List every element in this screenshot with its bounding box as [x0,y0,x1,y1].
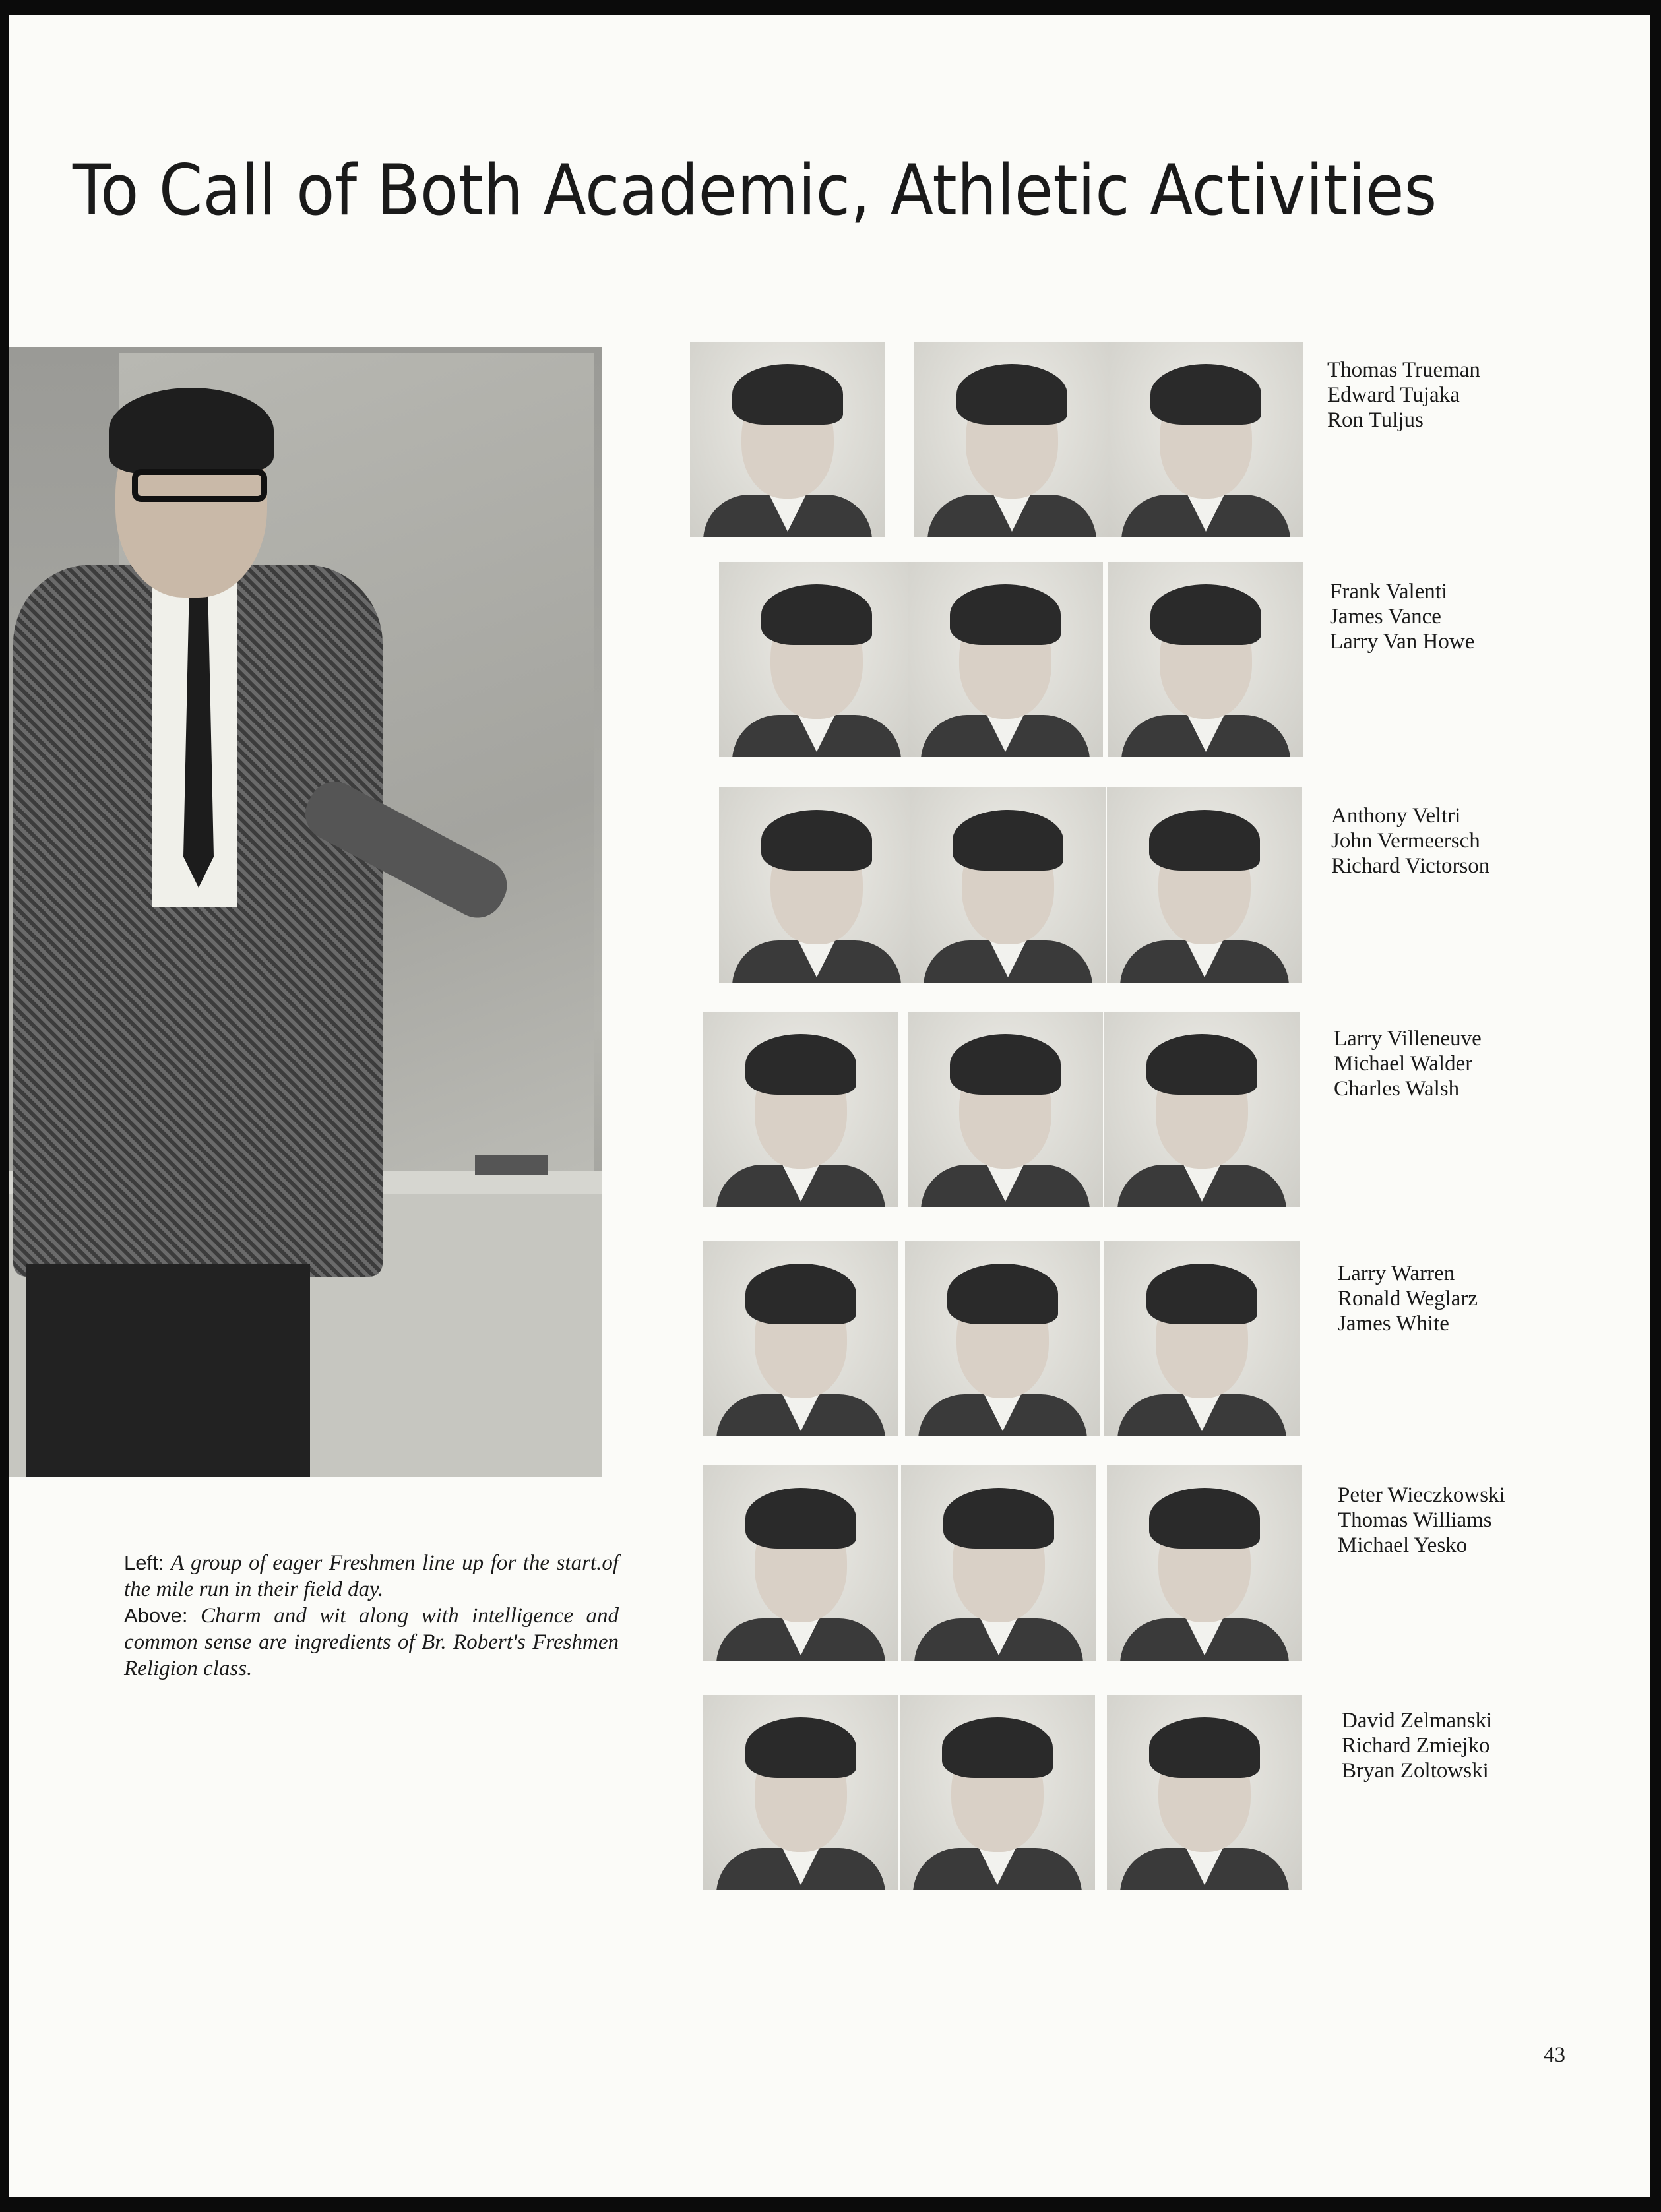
student-portrait [900,1695,1095,1890]
student-name: James Vance [1330,605,1441,629]
teacher-hair [109,388,274,474]
student-name: Michael Walder [1334,1052,1473,1076]
portrait-hair [942,1717,1053,1778]
portrait-hair [953,810,1063,871]
student-name: David Zelmanski [1342,1709,1493,1733]
student-names [1327,357,1538,433]
student-names [1342,1708,1553,1783]
student-portrait [910,787,1106,983]
student-names [1334,1026,1545,1101]
student-portrait [703,1241,898,1436]
portrait-hair [1146,1034,1257,1095]
student-name: James White [1338,1312,1449,1336]
portrait-hair [1149,810,1260,871]
student-names [1330,579,1541,654]
page-number: 43 [1544,2043,1565,2067]
caption-left-text: A group of eager Freshmen line up for the start.of the mile run in their field day. [124,1551,619,1601]
student-names [1331,803,1542,878]
student-names [1338,1261,1549,1336]
student-name: Ronald Weglarz [1338,1287,1478,1310]
caption-above-label: Above: [124,1604,188,1627]
student-name: Anthony Veltri [1331,804,1461,828]
eraser [475,1155,548,1175]
student-name: John Vermeersch [1331,829,1480,853]
teacher-classroom-photo [9,347,602,1477]
caption-above-text: Charm and wit along with intelligence and common sense are ingredients of Br. Robert's Freshmen Religion class. [124,1604,619,1680]
student-name: Charles Walsh [1334,1077,1460,1101]
portrait-hair [947,1264,1058,1324]
student-name: Richard Victorson [1331,854,1490,878]
portrait-hair [761,584,872,645]
student-name: Thomas Williams [1338,1508,1492,1532]
student-name: Michael Yesko [1338,1533,1468,1557]
page-headline: To Call of Both Academic, Athletic Activities [73,150,1437,231]
portrait-hair [1150,584,1261,645]
student-name: Peter Wieczkowski [1338,1483,1505,1507]
student-portrait [1107,787,1302,983]
portrait-hair [745,1034,856,1095]
student-name: Edward Tujaka [1327,383,1460,407]
student-name: Larry Van Howe [1330,630,1475,654]
student-name: Bryan Zoltowski [1342,1759,1489,1783]
student-portrait [690,342,885,537]
student-name: Thomas Trueman [1327,358,1480,382]
student-name: Richard Zmiejko [1342,1734,1490,1758]
portrait-hair [950,1034,1061,1095]
student-portrait [1108,562,1303,757]
portrait-hair [1146,1264,1257,1324]
student-portrait [719,562,914,757]
student-portrait [703,1465,898,1661]
student-portrait [1107,1695,1302,1890]
portrait-hair [1149,1717,1260,1778]
portrait-hair [745,1488,856,1549]
student-portrait [905,1241,1100,1436]
portrait-hair [956,364,1067,425]
student-portrait [1107,1465,1302,1661]
student-portrait [914,342,1110,537]
student-name: Larry Villeneuve [1334,1027,1482,1051]
student-portrait [1104,1241,1300,1436]
student-portrait [703,1695,898,1890]
student-portrait [901,1465,1096,1661]
photo-caption [124,1550,619,1682]
portrait-hair [745,1717,856,1778]
portrait-hair [761,810,872,871]
portrait-hair [732,364,843,425]
portrait-hair [943,1488,1054,1549]
teacher-glasses [132,469,267,502]
student-portrait [1108,342,1303,537]
caption-left-label: Left: [124,1551,164,1574]
yearbook-page [9,15,1650,2197]
portrait-hair [1150,364,1261,425]
student-name: Ron Tuljus [1327,408,1424,432]
portrait-hair [950,584,1061,645]
portrait-hair [1149,1488,1260,1549]
student-portrait [908,1012,1103,1207]
student-name: Frank Valenti [1330,580,1448,603]
student-names [1338,1483,1549,1558]
student-portrait [719,787,914,983]
portrait-hair [745,1264,856,1324]
student-portrait [703,1012,898,1207]
teacher-trousers [26,1264,310,1477]
student-portrait [908,562,1103,757]
student-portrait [1104,1012,1300,1207]
student-name: Larry Warren [1338,1262,1455,1285]
